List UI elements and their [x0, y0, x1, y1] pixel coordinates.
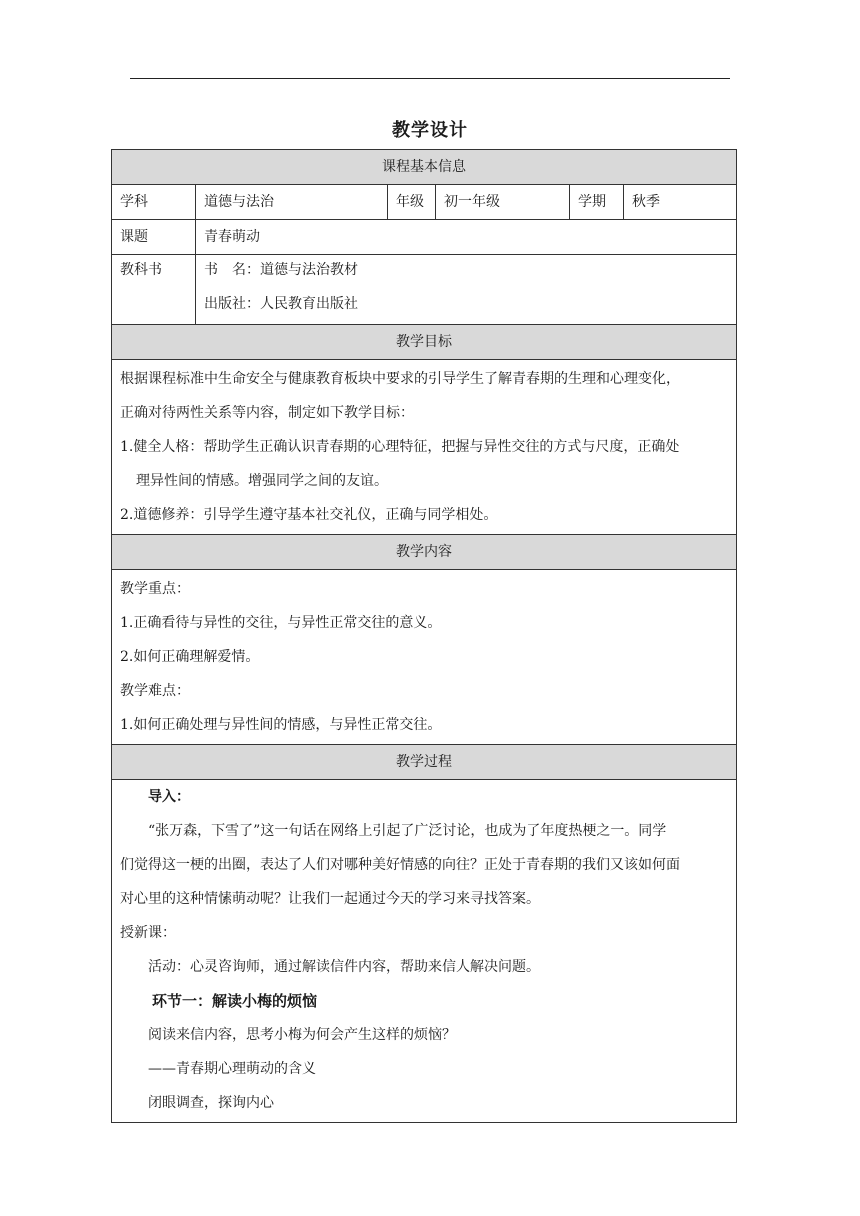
textbook-row — [112, 255, 737, 325]
process-header: 教学过程 — [112, 745, 737, 780]
section-1-heading: 环节一：解读小梅的烦恼 — [152, 992, 318, 1010]
intro-paragraph-line-3: 对心里的这种情愫萌动呢？让我们一起通过今天的学习来寻找答案。 — [120, 891, 540, 907]
textbook-label-text: 教科书 — [120, 262, 162, 278]
term-label: 学期 — [570, 185, 624, 220]
book-name-line: 书 名：道德与法治教材 — [204, 262, 358, 278]
topic-row — [112, 220, 737, 255]
key-points-label: 教学重点： — [120, 581, 190, 597]
intro-paragraph-line-2: 们觉得这一梗的出圈，表达了人们对哪种美好情感的向往？正处于青春期的我们又该如何面 — [120, 857, 680, 873]
basic-info-header-row — [112, 150, 737, 185]
term-value: 秋季 — [624, 185, 737, 220]
meaning-line: ——青春期心理萌动的含义 — [148, 1061, 316, 1077]
objective-item-2: 2.道德修养：引导学生遵守基本社交礼仪，正确与同学相处。 — [120, 507, 498, 523]
new-lesson-label: 授新课： — [120, 925, 176, 941]
lesson-plan-table — [111, 149, 737, 1123]
objectives-body — [112, 360, 737, 535]
subject-label: 学科 — [112, 185, 196, 220]
objectives-header-row — [112, 325, 737, 360]
content-header: 教学内容 — [112, 535, 737, 570]
topic-label: 课题 — [112, 220, 196, 255]
document-title: 教学设计 — [392, 120, 468, 141]
grade-label: 年级 — [388, 185, 436, 220]
subject-value: 道德与法治 — [196, 185, 388, 220]
objective-item-1-line-2: 理异性间的情感。增强同学之间的友谊。 — [136, 473, 388, 489]
header-rule — [130, 78, 730, 79]
process-body — [112, 780, 737, 1123]
content-row — [112, 570, 737, 745]
publisher-line: 出版社：人民教育出版社 — [204, 296, 358, 312]
key-point-2: 2.如何正确理解爱情。 — [120, 649, 260, 665]
process-row — [112, 780, 737, 1123]
objectives-row — [112, 360, 737, 535]
intro-paragraph-line-1: “张万森，下雪了”这一句话在网络上引起了广泛讨论，也成为了年度热梗之一。同学 — [148, 823, 667, 839]
textbook-label — [112, 255, 196, 325]
objective-item-1-line-1: 1.健全人格：帮助学生正确认识青春期的心理特征，把握与异性交往的方式与尺度，正确处 — [120, 439, 680, 455]
textbook-details — [196, 255, 737, 325]
reading-task: 阅读来信内容，思考小梅为何会产生这样的烦恼？ — [148, 1027, 456, 1043]
intro-label: 导入： — [148, 789, 190, 805]
subject-row — [112, 185, 737, 220]
survey-line: 闭眼调查，探询内心 — [148, 1095, 274, 1111]
process-header-row — [112, 745, 737, 780]
content-body — [112, 570, 737, 745]
difficulty-1: 1.如何正确处理与异性间的情感，与异性正常交往。 — [120, 717, 442, 733]
difficulties-label: 教学难点： — [120, 683, 190, 699]
objectives-header: 教学目标 — [112, 325, 737, 360]
objectives-intro-line-2: 正确对待两性关系等内容，制定如下教学目标： — [120, 405, 414, 421]
activity-line: 活动：心灵咨询师，通过解读信件内容，帮助来信人解决问题。 — [148, 959, 540, 975]
basic-info-header: 课程基本信息 — [112, 150, 737, 185]
key-point-1: 1.正确看待与异性的交往，与异性正常交往的意义。 — [120, 615, 442, 631]
grade-value: 初一年级 — [436, 185, 570, 220]
objectives-intro-line-1: 根据课程标准中生命安全与健康教育板块中要求的引导学生了解青春期的生理和心理变化， — [120, 371, 680, 387]
content-header-row — [112, 535, 737, 570]
topic-value: 青春萌动 — [196, 220, 737, 255]
